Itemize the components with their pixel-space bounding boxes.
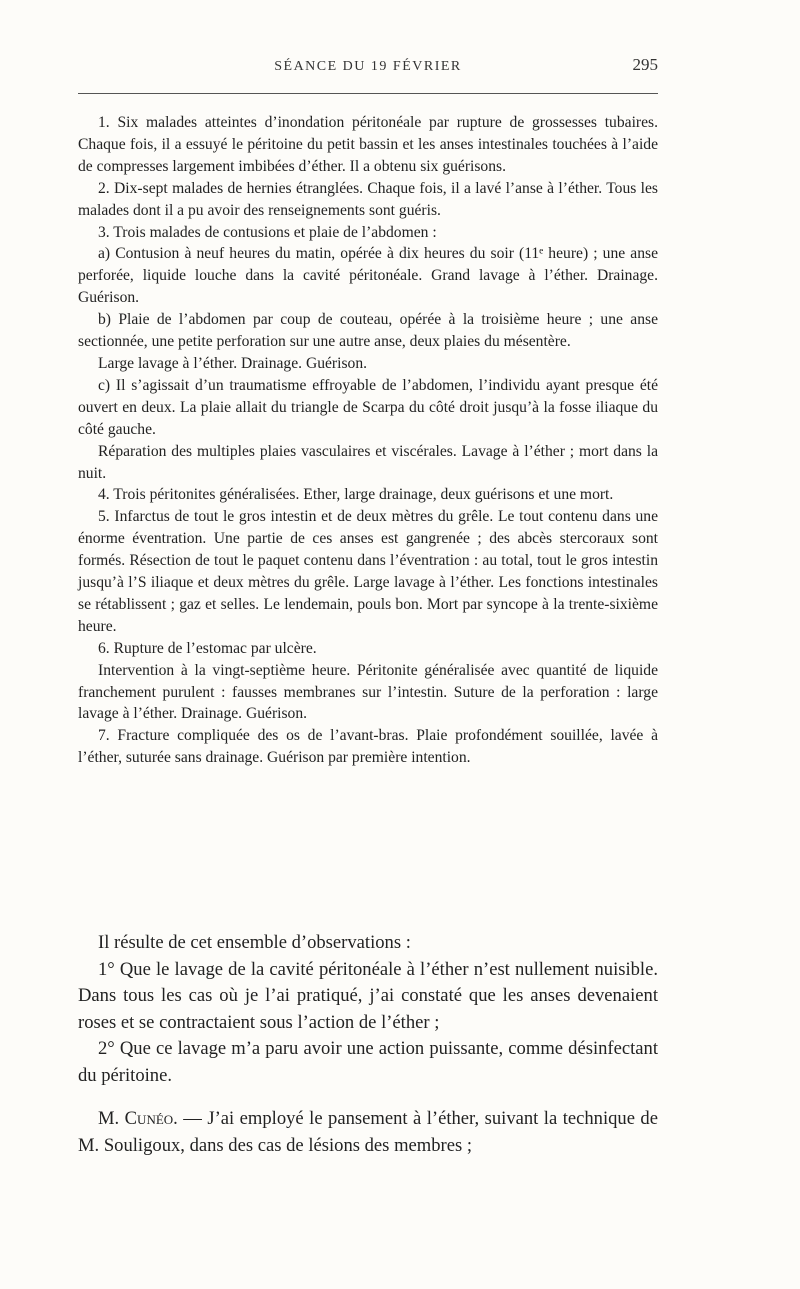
observation-paragraph: 5. Infarctus de tout le gros intestin et de deux mètres du grêle. Le tout contenu dans une énorme éventration. Une partie de ces anses est gangrenée ; des abcès stercoraux sont formés. Résection de tout le paquet contenu dans l’éventration : au total, tout le gros intestin jusqu’à l’S iliaque et deux mètres du grêle. Large lavage à l’éther. Les fonctions intestinales se rétablissent ; gaz et selles. Le lendemain, pouls bon. Mort par syncope à la trente-sixième heure. [78,508,658,635]
observation-paragraph: c) Il s’agissait d’un traumatisme effroyable de l’abdomen, l’individu ayant presque été ouvert en deux. La plaie allait du triangle de Scarpa du côté droit jusqu’à la fosse iliaque du côté gauche. [78,376,658,438]
observation-paragraph: 3. Trois malades de contusions et plaie de l’abdomen : [98,223,437,241]
observation-paragraph: 2. Dix-sept malades de hernies étranglées. Chaque fois, il a lavé l’anse à l’éther. Tous les malades dont il a pu avoir des renseignements sont guéris. [78,179,658,219]
conclusion-paragraph: Il résulte de cet ensemble d’observations : [98,932,411,953]
observation-paragraph: 1. Six malades atteintes d’inondation péritonéale par rupture de grossesses tubaires. Chaque fois, il a essuyé le péritoine du petit bassin et les anses intestinales touchées à l’aide de compresses largement imbibées d’éther. Il a obtenu six guérisons. [78,114,658,175]
observation-paragraph: Réparation des multiples plaies vasculaires et viscérales. Lavage à l’éther ; mort dans la nuit. [78,442,658,482]
conclusion-paragraph: 2° Que ce lavage m’a paru avoir une action puissante, comme désinfectant du péritoine. [78,1038,658,1086]
speaker-paragraph [78,1106,658,1159]
running-title: SÉANCE DU 19 FÉVRIER [274,59,462,74]
observation-paragraph: Intervention à la vingt-septième heure. Péritonite généralisée avec quantité de liquide franchement purulent : fausses membranes sur l’intestin. Suture de la perforation : large lavage à l’éther. Drainage. Guérison. [78,661,658,723]
observation-paragraph: 7. Fracture compliquée des os de l’avant-bras. Plaie profondément souillée, lavée à l’éther, suturée sans drainage. Guérison par première intention. [78,727,658,767]
page-number: 295 [632,55,658,74]
observations-list [78,112,658,769]
observation-paragraph: 4. Trois péritonites généralisées. Ether, large drainage, deux guérisons et une mort. [98,486,614,504]
observation-paragraph: Large lavage à l’éther. Drainage. Guérison. [98,354,368,372]
header-rule [78,93,658,94]
observation-paragraph: 6. Rupture de l’estomac par ulcère. [98,639,317,657]
speaker-name: M. Cunéo. [98,1108,178,1129]
conclusions [78,930,658,1159]
page-header [78,55,658,85]
observation-paragraph: a) Contusion à neuf heures du matin, opérée à dix heures du soir (11ᵉ heure) ; une anse perforée, liquide louche dans la cavité péritonéale. Grand lavage à l’éther. Drainage. Guérison. [78,245,658,307]
conclusion-paragraph: 1° Que le lavage de la cavité péritonéale à l’éther n’est nullement nuisible. Dans tous les cas où je l’ai pratiqué, j’ai constaté que les anses devenaient roses et se contractaient sous l’action de l’éther ; [78,958,658,1033]
observation-paragraph: b) Plaie de l’abdomen par coup de couteau, opérée à la troisième heure ; une anse sectionnée, une petite perforation sur une autre anse, deux plaies du mésentère. [78,311,658,351]
speaker-text: — J’ai employé le pansement à l’éther, suivant la technique de M. Souligoux, dans des cas de lésions des membres ; [78,1108,658,1156]
